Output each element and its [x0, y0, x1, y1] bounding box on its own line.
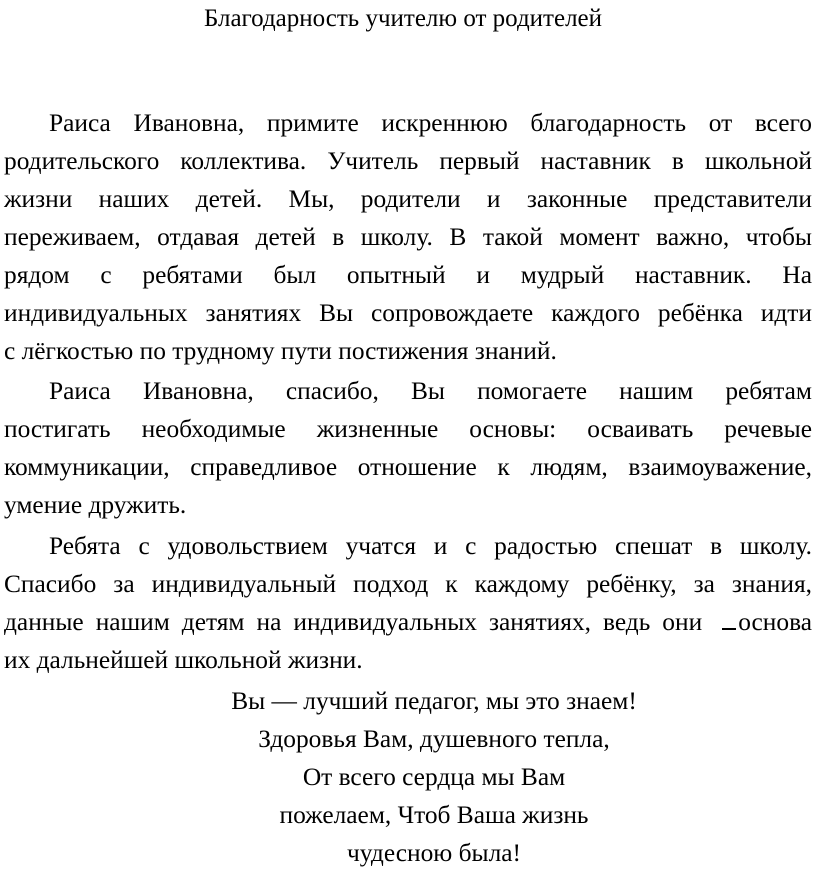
paragraph-line: коммуникации, справедливое отношение к людям, взаимоуважение, [4, 453, 812, 481]
paragraph-2 [4, 372, 812, 524]
poem-line: Вы — лучший педагог, мы это знаем! [231, 687, 637, 715]
paragraph-line: умение дружить. [4, 491, 187, 519]
document-title: Благодарность учителю от родителей [203, 5, 603, 32]
paragraph-line: с лёгкостью по трудному пути постижения знаний. [4, 337, 557, 365]
poem [0, 682, 816, 872]
paragraph-line: жизни наших детей. Мы, родители и законные представители [4, 185, 812, 213]
paragraph-line: постигать необходимые жизненные основы: осваивать речевые [4, 415, 812, 443]
paragraph-1 [4, 104, 812, 370]
paragraph-line: Раиса Ивановна, спасибо, Вы помогаете нашим ребятам [49, 377, 812, 405]
poem-line: пожелаем, Чтоб Ваша жизнь [279, 801, 589, 829]
paragraph-line: Ребята с удовольствием учатся и с радостью спешат в школу. [49, 532, 812, 560]
paragraph-line: Спасибо за индивидуальный подход к каждому ребёнку, за знания, [4, 570, 812, 598]
paragraph-line-text: основа [738, 608, 812, 636]
paragraph-line: индивидуальных занятиях Вы сопровождаете каждого ребёнка идти [4, 299, 812, 327]
paragraph-3 [4, 527, 812, 679]
poem-line: Здоровья Вам, душевного тепла, [258, 725, 610, 753]
paragraph-line: рядом с ребятами был опытный и мудрый наставник. На [4, 261, 812, 289]
poem-line: чудесною была! [347, 839, 521, 867]
paragraph-line: родительского коллектива. Учитель первый наставник в школьной [4, 147, 812, 175]
paragraph-line: переживаем, отдавая детей в школу. В такой момент важно, чтобы [4, 223, 812, 251]
paragraph-line: Раиса Ивановна, примите искреннюю благодарность от всего [49, 109, 812, 137]
paragraph-line-text: данные нашим детям на индивидуальных занятиях, ведь они [4, 608, 703, 636]
paragraph-line: их дальнейшей школьной жизни. [4, 646, 363, 674]
underscore-mark [722, 628, 736, 630]
paragraph-line [4, 603, 812, 641]
poem-line: От всего сердца мы Вам [302, 763, 566, 791]
